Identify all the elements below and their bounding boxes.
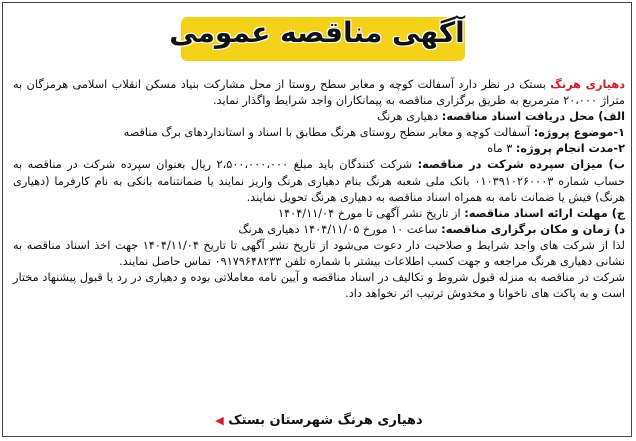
item-1 xyxy=(13,125,625,141)
footer-signature xyxy=(3,413,631,428)
item-2-label: ۲-مدت انجام پروژه: xyxy=(515,142,625,156)
section-jim-label: ج) مهلت ارائه اسناد مناقصه: xyxy=(464,206,625,220)
item-1-text: آسفالت کوچه و معابر سطح روستای هرنگ مطابق با اسناد و استانداردهای برگ مناقصه xyxy=(123,126,534,140)
invite-paragraph: لذا از شرکت های واجد شرایط و صلاحیت دار دعوت می‌شود از تاریخ نشر آگهی تا تاریخ ۱۴۰۴/۱۱/۰۴ جهت اخذ اسناد مناقصه به نشانی دهیاری هرنگ مراجعه و جهت کسب اطلاعات بیشتر با شماره تلفن ۰۹۱۷۹۶۴۸۲۳۳ تماس حاصل نمایند. xyxy=(13,238,625,269)
section-be-text: شرکت کنندگان باید مبلغ ۲،۵۰۰،۰۰۰،۰۰۰ ریال بعنوان سپرده شرکت در مناقصه به حساب شماره ۰۱۰۳۹۱۰۲۶۰۰۰۳ بانک ملی شعبه هرنگ بنام دهیاری هرنگ واریز نمایند یا ضمانتنامه بانکی به نام کارفرما (دهیاری هرنگ) فیش یا ضمانت نامه به همراه اسناد مناقصه به دهیاری هرنگ تحویل نمایند. xyxy=(13,158,625,204)
section-alef-text: دهیاری هرنگ xyxy=(377,110,442,124)
section-alef-label: الف) محل دریافت اسناد مناقصه: xyxy=(441,110,625,124)
section-jim-text: از تاریخ نشر آگهی تا مورخ ۱۴۰۴/۱۱/۰۴ xyxy=(278,206,465,220)
item-2 xyxy=(13,141,625,157)
section-dal xyxy=(13,222,625,238)
intro-text: بستک در نظر دارد آسفالت کوچه و معابر سطح روستا از محل مشارکت بنیاد مسکن انقلاب اسلامی هرمزگان به متراژ ۲۰،۰۰۰ مترمربع به طریق برگزاری مناقصه به پیمانکاران واجد شرایط واگذار نماید. xyxy=(13,78,625,108)
section-dal-text: ساعت ۱۰ مورخ ۱۴۰۴/۱۱/۰۵ دهیاری هرنگ xyxy=(238,222,442,236)
title-area xyxy=(3,9,631,69)
terms-paragraph: شرکت در مناقصه به منزله قبول شروط و تکالیف در اسناد مناقصه و آیین نامه معاملاتی بوده و دهیاری در رد یا قبول پیشنهاد مختار است و به پاکت های ناخوانا و مخدوش ترتیب اثر نخواهد داد. xyxy=(13,271,625,301)
item-1-label: ۱-موضوع پروژه: xyxy=(533,126,625,140)
footer-text: دهیاری هرنگ شهرستان بستک xyxy=(228,413,423,428)
section-be-label: ب) میزان سپرده شرکت در مناقصه: xyxy=(417,158,625,172)
item-2-text: ۳ ماه xyxy=(487,142,516,156)
section-dal-label: د) زمان و مکان برگزاری مناقصه: xyxy=(441,222,625,236)
triangle-left-icon: ◀ xyxy=(215,414,224,427)
notice-body xyxy=(13,77,625,302)
intro-org: دهیاری هرنگ xyxy=(550,78,625,91)
section-be xyxy=(13,157,625,205)
intro-paragraph xyxy=(13,77,625,109)
page-title: آگهی مناقصه عمومی xyxy=(169,16,465,49)
notice-frame xyxy=(2,2,632,437)
section-alef xyxy=(13,109,625,125)
section-jim xyxy=(13,206,625,222)
